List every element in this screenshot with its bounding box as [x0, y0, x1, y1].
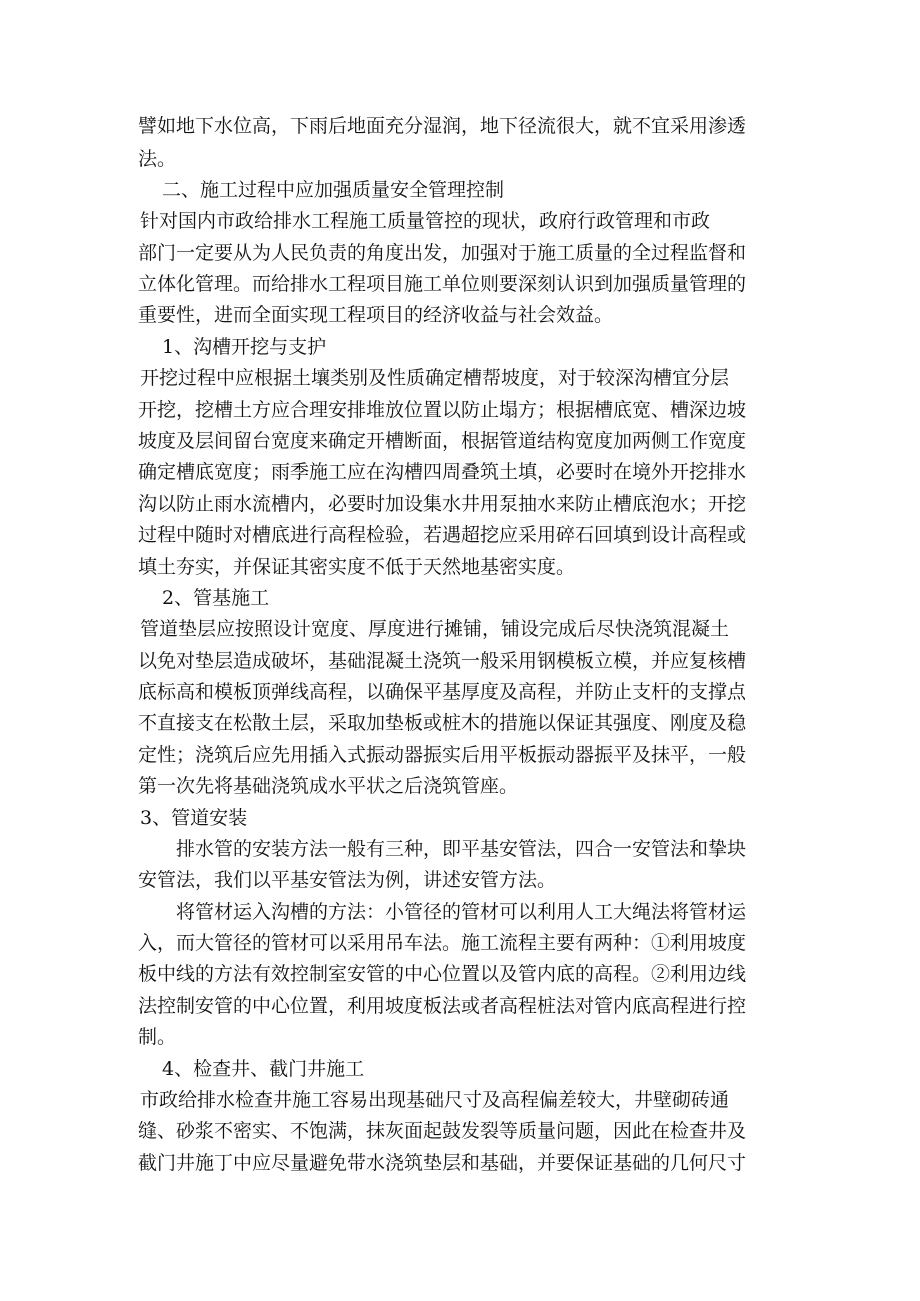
- paragraph-line: 坡度及层间留台宽度来确定开槽断面，根据管道结构宽度加两侧工作宽度: [138, 430, 747, 452]
- paragraph-line: 定性；浇筑后应先用插入式振动器振实后用平板振动器振平及抹平，一般: [138, 744, 747, 766]
- paragraph-line: 重要性，进而全面实现工程项目的经济收益与社会效益。: [138, 304, 614, 326]
- paragraph-line: 确定槽底宽度；雨季施工应在沟槽四周叠筑土填，必要时在境外开挖排水: [138, 461, 747, 483]
- paragraph-line: 针对国内市政给排水工程施工质量管控的现状，政府行政管理和市政: [140, 210, 711, 232]
- paragraph-line: 入，而大管径的管材可以采用吊车法。施工流程主要有两种：①利用坡度: [138, 932, 747, 954]
- paragraph-line: 部门一定要从为人民负责的角度出发，加强对于施工质量的全过程监督和: [138, 242, 747, 264]
- paragraph-line: 法。: [138, 148, 177, 170]
- subsection-heading: 4、检查井、截门井施工: [162, 1058, 365, 1080]
- paragraph-line: 开挖过程中应根据土壤类别及性质确定槽帮坡度，对于较深沟槽宜分层: [140, 367, 730, 389]
- paragraph-line: 板中线的方法有效控制室安管的中心位置以及管内底的高程。②利用边线: [138, 963, 747, 985]
- paragraph-line: 填土夯实，并保证其密实度不低于天然地基密实度。: [138, 556, 576, 578]
- subsection-heading: 2、管基施工: [162, 587, 270, 609]
- paragraph-line: 管道垫层应按照设计宽度、厚度进行摊铺，铺设完成后尽快浇筑混凝土: [140, 618, 730, 640]
- paragraph-line: 开挖，挖槽土方应合理安排堆放位置以防止塌方；根据槽底宽、槽深边坡: [138, 399, 747, 421]
- paragraph-line: 立体化管理。而给排水工程项目施工单位则要深刻认识到加强质量管理的: [138, 273, 747, 295]
- section-heading: 二、施工过程中应加强质量安全管理控制: [162, 179, 505, 201]
- paragraph-line: 底标高和模板顶弹线高程，以确保平基厚度及高程，并防止支杆的支撑点: [138, 681, 747, 703]
- paragraph-line: 制。: [138, 1026, 177, 1048]
- paragraph-line: 譬如地下水位高，下雨后地面充分湿润，地下径流很大，就不宜采用渗透: [138, 115, 747, 137]
- subsection-heading: 3、管道安装: [140, 807, 248, 829]
- paragraph-line: 不直接支在松散土层，采取加垫板或桩木的措施以保证其强度、刚度及稳: [138, 712, 747, 734]
- paragraph-line: 以免对垫层造成破坏，基础混凝土浇筑一般采用钢模板立模，并应复核槽: [138, 650, 747, 672]
- paragraph-line: 法控制安管的中心位置，利用坡度板法或者高程桩法对管内底高程进行控: [138, 995, 747, 1017]
- paragraph-line: 截门井施丁中应尽量避免带水浇筑垫层和基础，并要保证基础的几何尺寸: [138, 1152, 747, 1174]
- paragraph-line: 排水管的安装方法一般有三种，即平基安管法，四合一安管法和挚块: [176, 838, 747, 860]
- paragraph-line: 缝、砂浆不密实、不饱满，抹灰面起鼓发裂等质量问题，因此在检查井及: [138, 1120, 747, 1142]
- subsection-heading: 1、沟槽开挖与支护: [162, 336, 327, 358]
- paragraph-line: 沟以防止雨水流槽内，必要时加设集水井用泵抽水来防止槽底泡水；开挖: [138, 493, 747, 515]
- paragraph-line: 市政给排水检查井施工容易出现基础尺寸及高程偏差较大，井壁砌砖通: [140, 1089, 730, 1111]
- paragraph-line: 将管材运入沟槽的方法：小管径的管材可以利用人工大绳法将管材运: [176, 901, 747, 923]
- paragraph-line: 第一次先将基础浇筑成水平状之后浇筑管座。: [138, 775, 519, 797]
- paragraph-line: 安管法，我们以平基安管法为例，讲述安管方法。: [138, 869, 557, 891]
- paragraph-line: 过程中随时对槽底进行高程检验，若遇超挖应采用碎石回填到设计高程或: [138, 524, 747, 546]
